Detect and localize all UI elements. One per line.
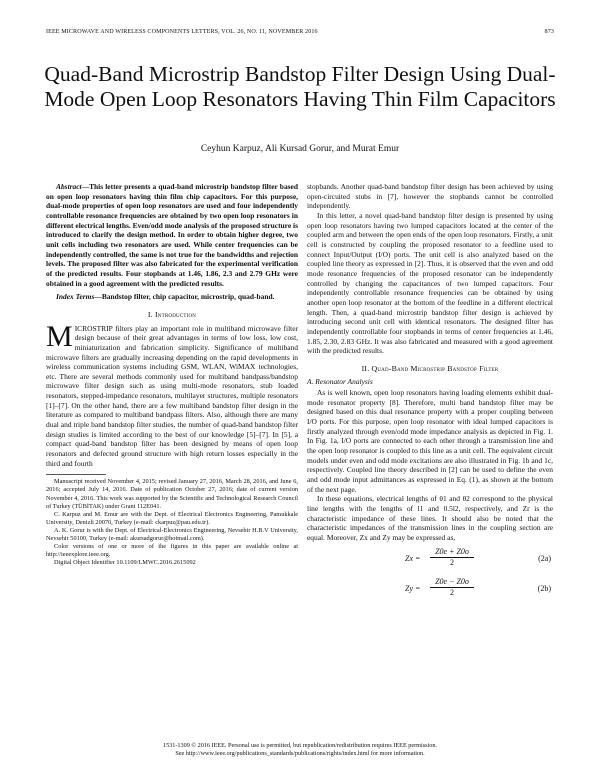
page-number: 873 — [544, 29, 554, 35]
footnote-manuscript: Manuscript received November 4, 2015; revised January 27, 2016, March 28, 2016, and June 6, 2016; accepted July 14, 2016. Date of publication October 27, 2016; date of current version November 4, 2016. This work was supported by the Scientific and Technological Research Council of Turkey (TÜBİTAK) under Grant 112E041. — [46, 478, 298, 510]
equation-tag: (2b) — [537, 583, 551, 593]
copyright-line: 1531-1309 © 2016 IEEE. Personal use is permitted, but republication/redistribution requires IEEE permission. — [163, 742, 437, 749]
footnote-divider — [46, 474, 106, 475]
introduction-text: ICROSTRIP filters play an important role in multiband microwave filter design because of their great advantages in terms of low loss, low cost, miniaturization and fabrication simplicity. Significance of multiband microwave filters are gradually increasing depending on the rapid developments in wireless communication systems including GSM, WLAN, WiMAX technologies, etc. There are several methods commonly used for multiband bandpass/bandstop microwave filter design such as using multi-mode resonators, stub loaded resonators, stepped-impedance resonators, multilayer structures, multiple resonators [1]–[7]. On the other hand, there are a few multiband bandstop filter design in the literature as compared to multiband bandpass filters. Also, although there are many dual and triple band bandstop filter studies, the number of quad-band bandstop filter design studies is limited according to the best of our knowledge [5]–[7]. In [5], a compact quad-band bandstop filter has been designed by means of open loop resonators and defected ground structure with high return losses especially in the third and fourth — [46, 323, 298, 468]
equation-lhs: Zy = — [405, 583, 421, 593]
equation-fraction — [430, 547, 474, 568]
abstract — [46, 182, 298, 288]
equation-tag: (2a) — [538, 553, 551, 563]
index-terms — [46, 292, 298, 302]
running-header — [46, 29, 554, 35]
journal-header: IEEE MICROWAVE AND WIRELESS COMPONENTS LETTERS, VOL. 26, NO. 11, NOVEMBER 2016 — [46, 29, 318, 35]
equation-fraction — [430, 577, 474, 598]
abstract-text: —This letter presents a quad-band microstrip bandstop filter based on open loop resonators having thin film chip capacitors. For this purpose, dual-mode properties of open loop resonators are used and four independently controllable resonance frequencies are obtained by two open loop resonators in different electrical lengths. Even/odd mode analysis of the proposed structure is introduced to clarify the design method. In order to obtain higher degree, two unit cells including two resonators are used. While center frequencies can be independently controlled, the same is not true for the bandwidths and rejection levels. The proposed filter was also fabricated for the experimental verification of the predicted results. Four stopbands at 1.46, 1.86, 2.3 and 2.79 GHz were obtained in a good agreement with the predicted results. — [46, 182, 298, 288]
footnote-affiliation-2: A. K. Gorur is with the Dept. of Electrical-Electronics Engineering, Nevsehir H.B.V University, Nevsehir 50100, Turkey (e-mail: akursadgorur@hotmail.com). — [46, 526, 298, 543]
index-terms-text: —Bandstop filter, chip capacitor, microstrip, quad-band. — [94, 292, 275, 302]
paragraph-electrical-lengths: In these equations, electrical lengths of θ1 and θ2 correspond to the physical line lengths with the lengths of l1 and 0.5l2, respectively, and Zr is the characteristic impedance of these lines. It should also be noted that the characteristic impedances of the transmission lines in the coupling section are equal. Moreover, Zx and Zy may be expressed as, — [307, 494, 553, 542]
rights-url-line: See http://www.ieee.org/publications_standards/publications/rights/index.html for more information. — [175, 750, 425, 757]
abstract-label: Abstract — [56, 182, 82, 191]
footnote-color-versions: Color versions of one or more of the figures in this paper are available online at http://ieeexplore.ieee.org. — [46, 543, 298, 559]
right-column — [307, 182, 553, 603]
footnote-doi: Digital Object Identifier 10.1109/LMWC.2016.2615092 — [54, 559, 196, 567]
section-heading-quad-band: II. Quad-Band Microstrip Bandstop Filter — [361, 363, 499, 373]
paragraph-letter-overview: In this letter, a novel quad-band bandstop filter design is presented by using open loop resonators having two lumped capacitors located at the center of the coupled arm and between the open ends of the open loop resonators. Firstly, a unit cell is constructed by coupling the proposed resonator to a feedline used to connect Input/Output (I/O) ports. The unit cell is also analyzed based on the coupled line theory as expressed in [2]. Thus, it is observed that the even and odd mode resonance frequencies of the proposed resonator can be independently controlled by changing the capacitances of two lumped capacitors. Four independently controllable resonance frequencies can be obtained by using another open loop resonator at the bottom of the feedline in a different electrical length. Then, a quad-band microstrip bandstop filter design is achieved by introducing second unit cell with identical resonators. The designed filter has independently controllable four stopbands in terms of center frequencies at 1.46, 1.85, 2.30, 2.83 GHz. It was also fabricated and measured with a good agreement with the predicted results. — [307, 210, 553, 356]
footnote-affiliation-1: C. Karpuz and M. Emur are with the Dept. of Electrical Electronics Engineering, Pamukkale University, Denizli 20070, Turkey (e-mail: ckarpuz@pau.edu.tr). — [46, 510, 298, 526]
author-list: Ceyhun Karpuz, Ali Kursad Gorur, and Murat Emur — [200, 144, 400, 154]
left-column — [46, 182, 298, 567]
equation-2b — [307, 577, 553, 603]
paper-title: Quad-Band Microstrip Bandstop Filter Design Using Dual-Mode Open Loop Resonators Having Thin Film Capacitors — [44, 62, 556, 111]
index-terms-label: Index Terms — [56, 292, 95, 302]
equation-numerator: Z0e − Z0o — [430, 577, 474, 589]
equation-denominator: 2 — [450, 588, 454, 598]
equation-2a — [307, 547, 553, 573]
copyright-notice — [0, 742, 600, 758]
introduction-paragraph — [46, 319, 298, 469]
drop-cap: M — [46, 319, 73, 353]
paragraph-continued: stopbands. Another quad-band bandstop filter design has been achieved by using open-circuited stubs in [7], however the stopbands cannot be controlled independently. — [307, 182, 553, 211]
equation-lhs: Zx = — [405, 553, 421, 563]
subsection-heading-resonator: A. Resonator Analysis — [307, 377, 373, 387]
equation-denominator: 2 — [450, 558, 454, 568]
section-heading-introduction: I. Introduction — [147, 309, 197, 319]
equation-numerator: Z0e + Z0o — [430, 547, 474, 559]
paragraph-resonator-analysis: As is well known, open loop resonators having loading elements exhibit dual-mode resonator property [8]. Therefore, multi band bandstop filter may be designed based on this dual resonance property with a proper coupling between I/O ports. For this purpose, open loop resonator with ideal lumped capacitors is firstly analyzed through even/odd mode impedance analysis as depicted in Fig. 1. In Fig. 1a, I/O ports are connected to each other through a transmission line and the open loop resonator is coupled to this line as a unit cell. The equivalent circuit models under even and odd mode excitations are also illustrated in Fig. 1b and 1c, respectively. Coupled line theory described in [2] can be used to define the even and odd mode input admittances as expressed in Eq. (1), as shown at the bottom of the next page. — [307, 388, 553, 494]
